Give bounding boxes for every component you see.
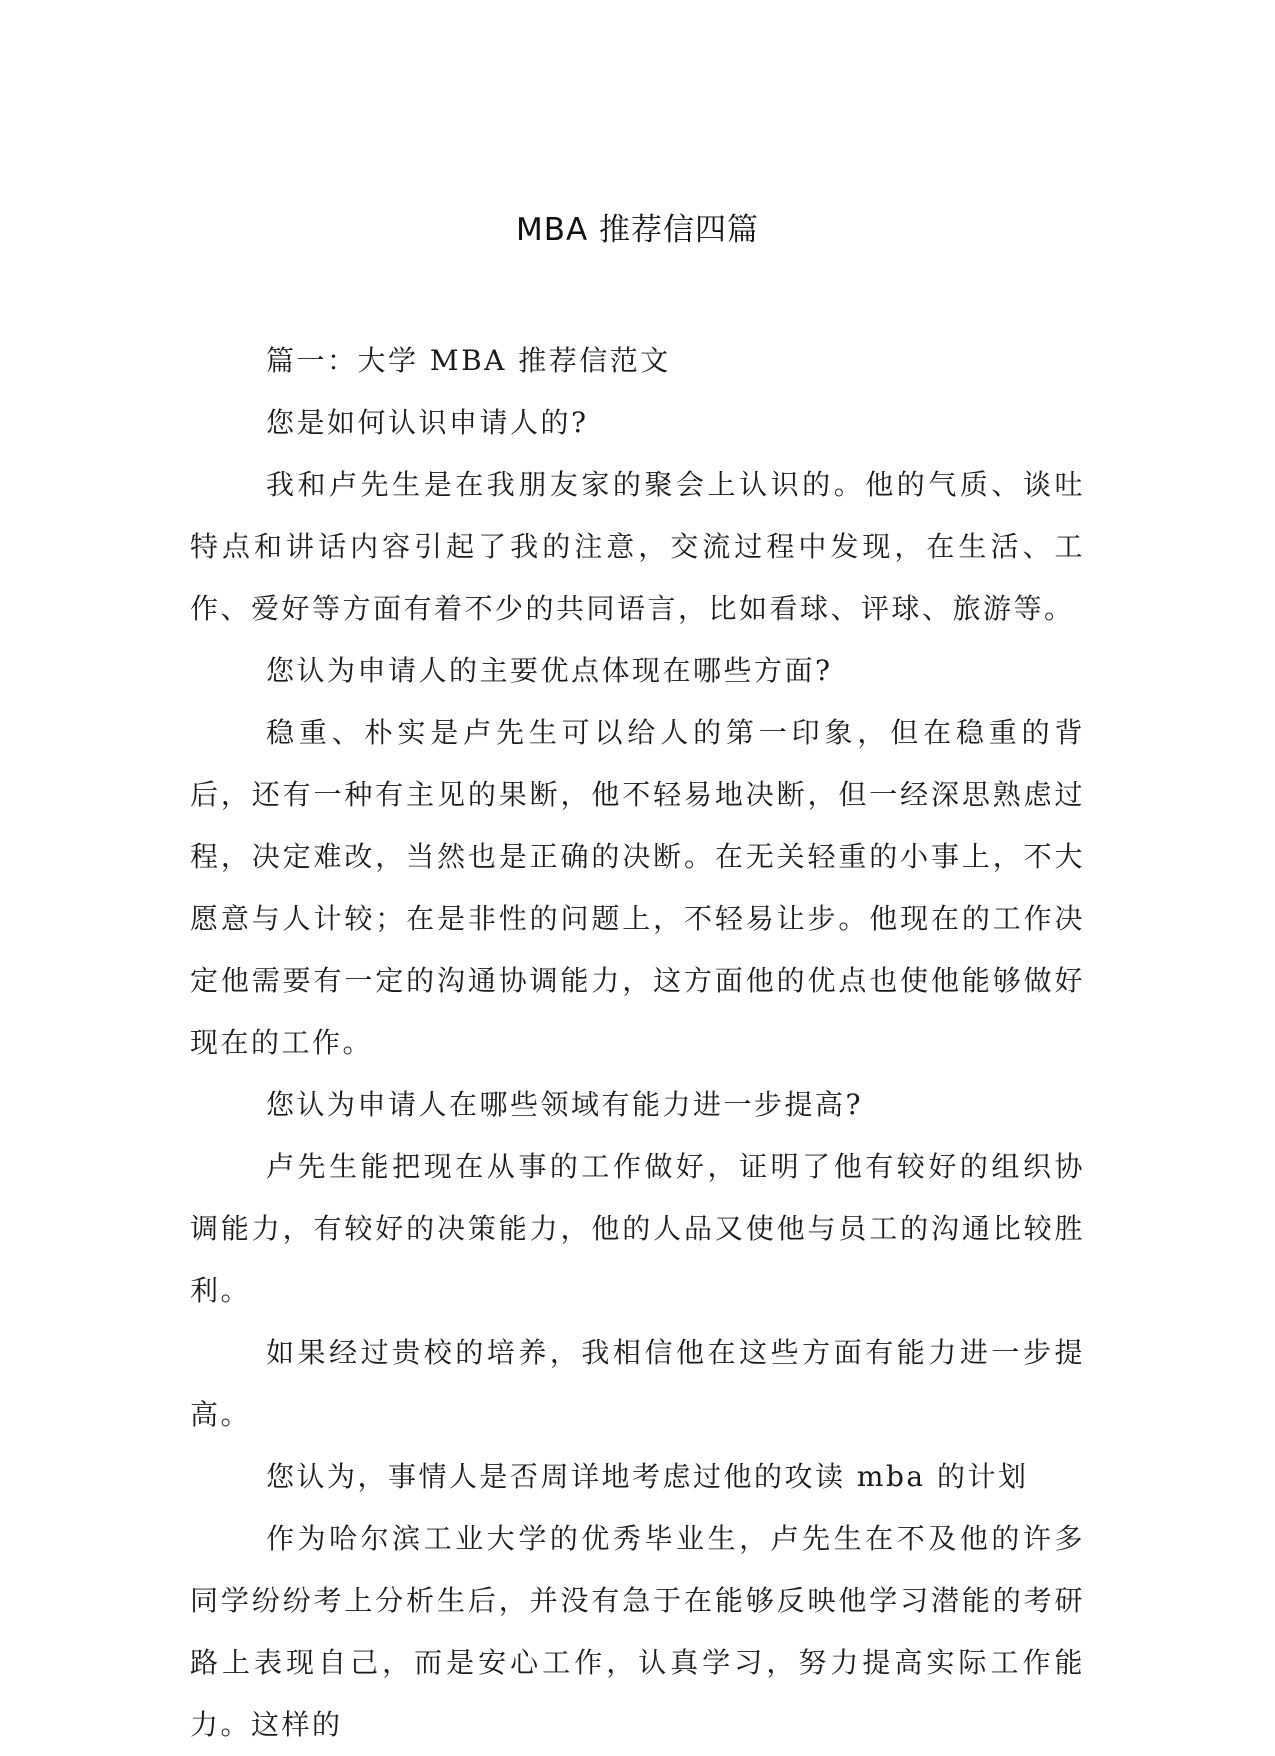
question-1: 您是如何认识申请人的? xyxy=(266,406,589,439)
answer-2: 稳重、朴实是卢先生可以给人的第一印象，但在稳重的背后，还有一种有主见的果断，他不轻易地决断，但一经深思熟虑过程，决定难改，当然也是正确的决断。在无关轻重的小事上，不大愿意与人计较；在是非性的问题上，不轻易让步。他现在的工作决定他需要有一定的沟通协调能力，这方面他的优点也使他能够做好现在的工作。 xyxy=(190,716,1085,1059)
question-2: 您认为申请人的主要优点体现在哪些方面? xyxy=(266,654,833,687)
section-heading: 篇一：大学 MBA 推荐信范文 xyxy=(266,344,671,377)
question-4: 您认为，事情人是否周详地考虑过他的攻读 mba 的计划 xyxy=(266,1460,1029,1493)
answer-3-continued: 如果经过贵校的培养，我相信他在这些方面有能力进一步提高。 xyxy=(190,1336,1085,1431)
answer-4: 作为哈尔滨工业大学的优秀毕业生，卢先生在不及他的许多同学纷纷考上分析生后，并没有急于在能够反映他学习潜能的考研路上表现自己，而是安心工作，认真学习，努力提高实际工作能力。这样的 xyxy=(190,1522,1085,1741)
answer-3: 卢先生能把现在从事的工作做好，证明了他有较好的组织协调能力，有较好的决策能力，他的人品又使他与员工的沟通比较胜利。 xyxy=(190,1150,1085,1307)
document-title: MBA 推荐信四篇 xyxy=(515,212,760,248)
question-3: 您认为申请人在哪些领域有能力进一步提高? xyxy=(266,1088,864,1121)
answer-1: 我和卢先生是在我朋友家的聚会上认识的。他的气质、谈吐特点和讲话内容引起了我的注意，交流过程中发现，在生活、工作、爱好等方面有着不少的共同语言，比如看球、评球、旅游等。 xyxy=(190,468,1085,625)
document-body xyxy=(190,330,1085,1756)
